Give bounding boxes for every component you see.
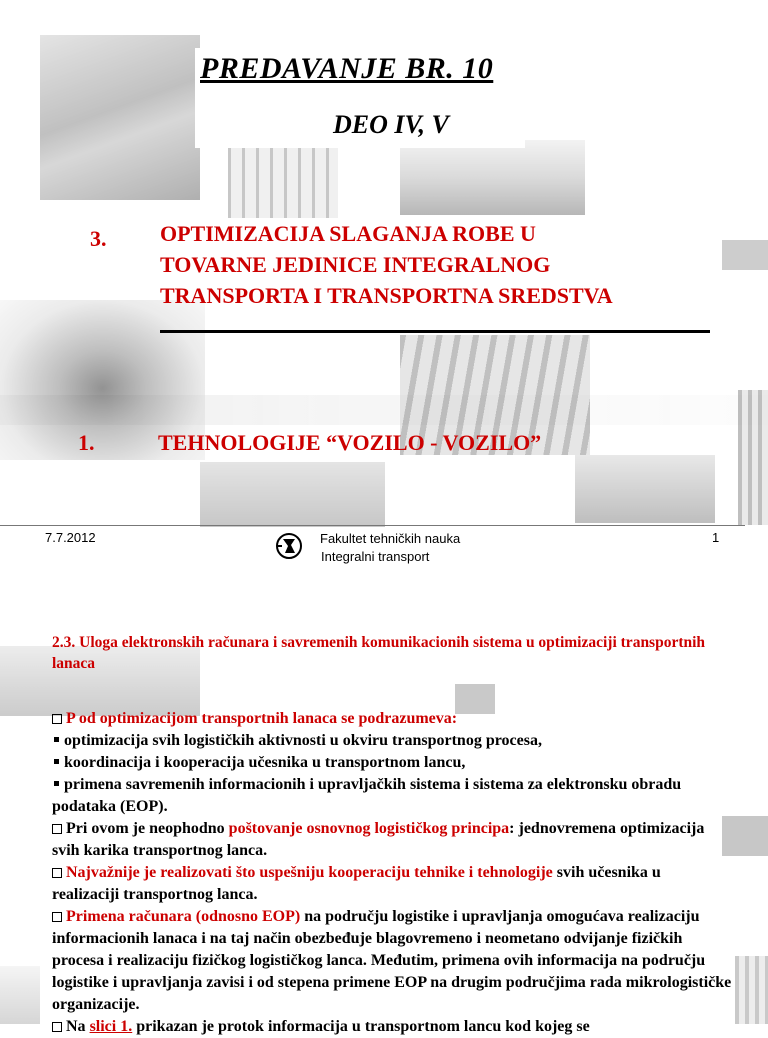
slide-2 (0, 596, 768, 1035)
paragraph (52, 862, 732, 906)
text: Na (66, 1018, 90, 1035)
text: na području logistike i upravljanja omogućava realizaciju informacionih lanaca i na taj način obezbeđuje blagovremeno i neometano odvijanje fizičkih procesa i realizaciju fizičkog logističkog lanca. Međutim, primena ovih informacija na području logistike i upravljanja zavisi i od stepena primene EOP na drugim područjima rada mikrologističke organizacije. (52, 908, 732, 1013)
footer-faculty: Fakultet tehničkih nauka (320, 531, 461, 546)
truck-photo (400, 140, 585, 215)
text: prikazan je protok informacija u transportnom lancu kod kojeg se (132, 1018, 590, 1035)
footer-institution (320, 530, 460, 566)
footer-date: 7.7.2012 (45, 530, 96, 545)
section-divider (160, 330, 710, 333)
bullet-item (52, 752, 732, 774)
checkbox-bullet-icon (52, 824, 62, 834)
footer-page-number: 1 (712, 530, 720, 545)
bullet-item (52, 774, 732, 818)
paragraph (52, 708, 732, 730)
square-bullet-icon (54, 781, 59, 786)
field-photo (575, 455, 715, 523)
text: : jednovremena optimizacija svih karika transportnog lanca. (52, 820, 705, 859)
bullet-text: primena savremenih informacionih i upravljačkih sistema i sistema za elektronsku obradu podataka (EOP). (52, 776, 682, 815)
text: svih učesnika u realizaciji transportnog lanca. (52, 864, 661, 903)
section-number: 3. (90, 226, 107, 251)
ship-photo (40, 35, 200, 200)
body-text (52, 708, 732, 1038)
paragraph (52, 818, 732, 862)
subsection-number: 1. (78, 430, 95, 455)
highlighted-text: Najvažnije je realizovati što uspešniju kooperaciju tehnike i tehnologije (66, 864, 553, 881)
checkbox-bullet-icon (52, 714, 62, 724)
highlighted-text: Primena računara (odnosno EOP) (66, 908, 301, 925)
slide-title: PREDAVANJE BR. 10 (200, 52, 494, 85)
section-title-line: OPTIMIZACIJA SLAGANJA ROBE U (160, 221, 536, 246)
square-bullet-icon (54, 737, 59, 742)
bullet-text: koordinacija i kooperacija učesnika u transportnom lancu, (64, 754, 466, 771)
faculty-logo-icon (274, 531, 304, 561)
bottom-right-photo (735, 956, 768, 1024)
section-title-line: TRANSPORTA I TRANSPORTNA SREDSTVA (160, 283, 613, 308)
footer-divider (0, 525, 745, 526)
section-heading: 2.3. Uloga elektronskih računara i savremenih komunikacionih sistema u optimizaciji transportnih lanaca (52, 634, 706, 672)
paragraph (52, 906, 732, 1016)
jet-photo (200, 462, 385, 527)
section-title-line: TOVARNE JEDINICE INTEGRALNOG (160, 252, 551, 277)
crane-photo (228, 148, 338, 218)
highlighted-text: P od optimizacijom transportnih lanaca se podrazumeva: (66, 710, 458, 727)
footer-course: Integralni transport (321, 549, 430, 564)
text: Pri ovom je neophodno (66, 820, 229, 837)
figure-reference: slici 1. (89, 1018, 133, 1035)
square-bullet-icon (54, 759, 59, 764)
slide-subtitle: DEO IV, V (333, 110, 449, 139)
subsection-title: TEHNOLOGIJE “VOZILO - VOZILO” (158, 430, 542, 455)
bullet-text: optimizacija svih logističkih aktivnosti u okviru transportnog procesa, (64, 732, 542, 749)
bullet-item (52, 730, 732, 752)
checkbox-bullet-icon (52, 868, 62, 878)
right-edge-wagon-photo (738, 390, 768, 525)
highlighted-text: poštovanje osnovnog logističkog principa (228, 820, 510, 837)
right-edge-photo (722, 240, 768, 270)
checkbox-bullet-icon (52, 1022, 62, 1032)
paragraph (52, 1016, 732, 1038)
bottom-left-photo (0, 966, 40, 1024)
checkbox-bullet-icon (52, 912, 62, 922)
section-title (160, 218, 720, 311)
